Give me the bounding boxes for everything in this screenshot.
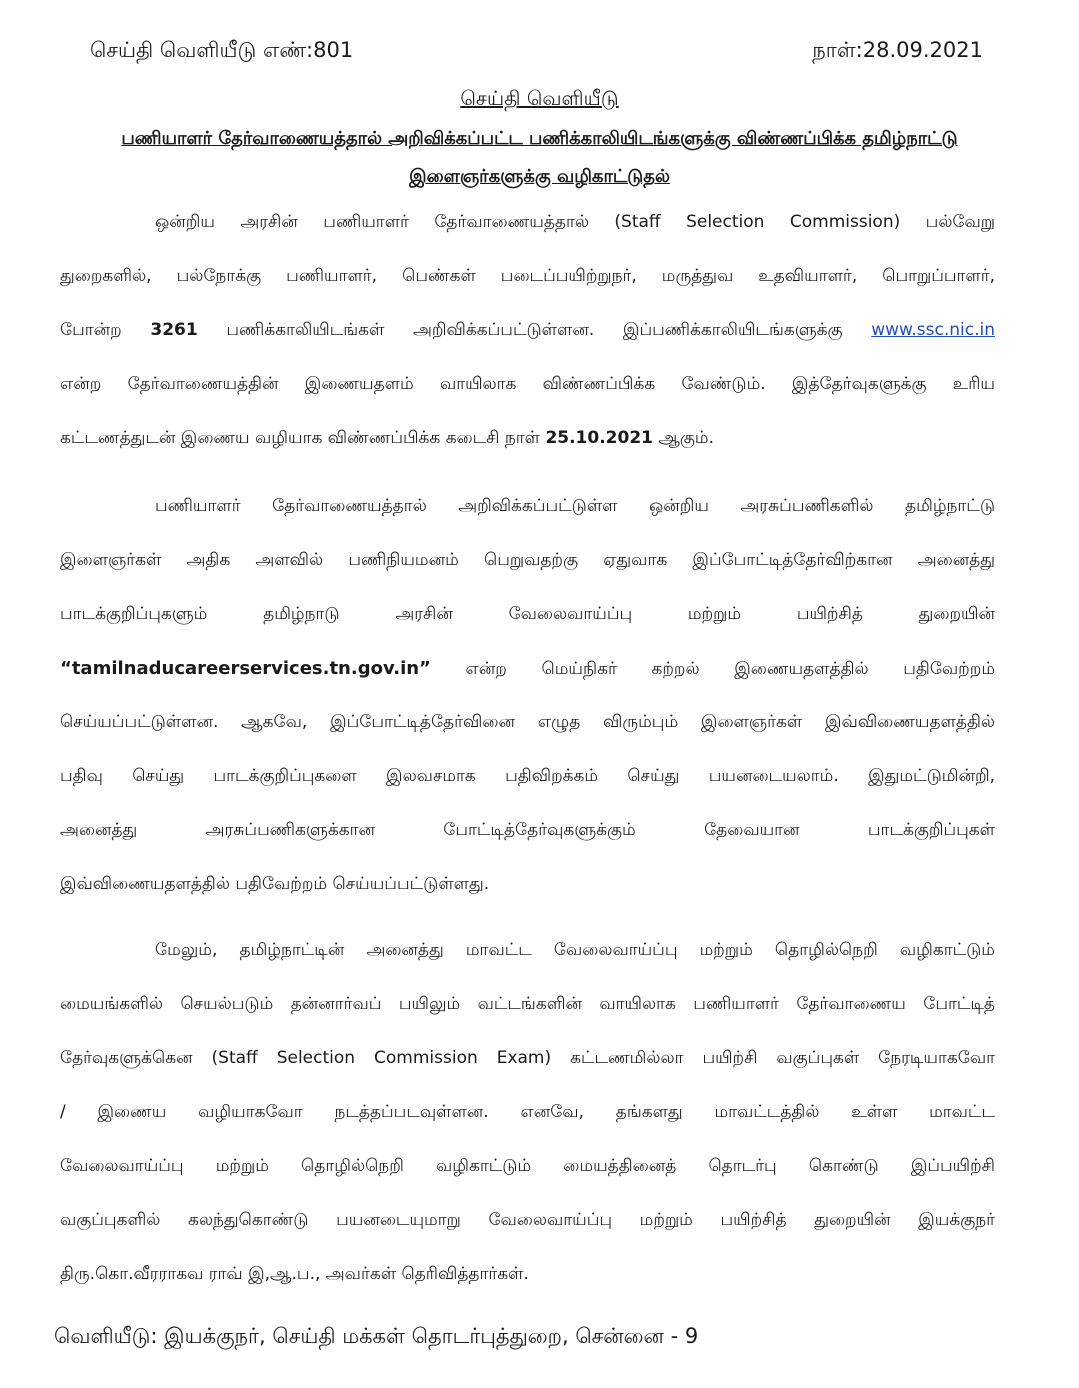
career-services-site: “tamilnaducareerservices.tn.gov.in” (60, 658, 431, 679)
para1-line-1: ஒன்றிய அரசின் பணியாளர் தேர்வாணையத்தால் (Staff Selection Commission) பல்வேறு (155, 212, 995, 232)
para1-line-3 (60, 320, 995, 342)
para1-line-4: என்ற தேர்வாணையத்தின் இணையதளம் வாயிலாக விண்ணப்பிக்க வேண்டும். இத்தேர்வுகளுக்கு உரிய (60, 374, 995, 394)
para1-line-3-pre: போன்ற (60, 320, 151, 340)
release-number: செய்தி வெளியீடு எண்:801 (90, 38, 354, 62)
para2-line-3: பாடக்குறிப்புகளும் தமிழ்நாடு அரசின் வேலைவாய்ப்பு மற்றும் பயிற்சித் துறையின் (60, 604, 995, 624)
page-title: செய்தி வெளியீடு (460, 86, 619, 110)
para1-line-3-mid: பணிக்காலியிடங்கள் அறிவிக்கப்பட்டுள்ளன. இப்பணிக்காலியிடங்களுக்கு (197, 320, 872, 340)
ssc-website-link[interactable]: www.ssc.nic.in (871, 320, 995, 340)
vacancy-count: 3261 (150, 320, 198, 340)
para2-line-5: செய்யப்பட்டுள்ளன. ஆகவே, இப்போட்டித்தேர்வினை எழுத விரும்பும் இளைஞர்கள் இவ்விணையதளத்தில் (60, 712, 995, 732)
para2-line-2: இளைஞர்கள் அதிக அளவில் பணிநியமனம் பெறுவதற்கு ஏதுவாக இப்போட்டித்தேர்விற்கான அனைத்து (60, 550, 995, 570)
para1-line-5 (60, 428, 995, 450)
para1-line-5-post: ஆகும். (652, 428, 714, 448)
para2-line-6: பதிவு செய்து பாடக்குறிப்புகளை இலவசமாக பதிவிறக்கம் செய்து பயனடையலாம். இதுமட்டுமின்றி, (60, 766, 995, 786)
para3-line-5: வேலைவாய்ப்பு மற்றும் தொழில்நெறி வழிகாட்டும் மையத்தினைத் தொடர்பு கொண்டு இப்பயிற்சி (60, 1156, 995, 1176)
para2-line-4-post: என்ற மெய்நிகர் கற்றல் இணையதளத்தில் பதிவேற்றம் (430, 659, 995, 679)
para3-line-7: திரு.கொ.வீரராகவ ராவ் இ,ஆ.ப., அவர்கள் தெரிவித்தார்கள். (60, 1264, 529, 1284)
para1-line-2: துறைகளில், பல்நோக்கு பணியாளர், பெண்கள் படைப்பயிற்றுநர், மருத்துவ உதவியாளர், பொறுப்பாளர், (60, 266, 995, 286)
para2-line-4 (60, 658, 995, 681)
para3-line-2: மையங்களில் செயல்படும் தன்னார்வப் பயிலும் வட்டங்களின் வாயிலாக பணியாளர் தேர்வாணைய போட்டித் (60, 994, 995, 1014)
release-date: நாள்:28.09.2021 (812, 38, 983, 62)
headline-line-2: இளைஞர்களுக்கு வழிகாட்டுதல் (409, 166, 670, 187)
para3-line-4: / இணைய வழியாகவோ நடத்தப்படவுள்ளன. எனவே, தங்களது மாவட்டத்தில் உள்ள மாவட்ட (60, 1102, 995, 1122)
headline-line-1: பணியாளர் தேர்வாணையத்தால் அறிவிக்கப்பட்ட பணிக்காலியிடங்களுக்கு விண்ணப்பிக்க தமிழ்நாட்டு (121, 128, 958, 149)
footer-issuer: வெளியீடு: இயக்குநர், செய்தி மக்கள் தொடர்புத்துறை, சென்னை - 9 (54, 1324, 699, 1348)
para2-line-7: அனைத்து அரசுப்பணிகளுக்கான போட்டித்தேர்வுகளுக்கும் தேவையான பாடக்குறிப்புகள் (60, 820, 995, 840)
para2-line-8: இவ்விணையதளத்தில் பதிவேற்றம் செய்யப்பட்டுள்ளது. (60, 874, 490, 894)
last-date: 25.10.2021 (545, 428, 653, 448)
para3-line-1: மேலும், தமிழ்நாட்டின் அனைத்து மாவட்ட வேலைவாய்ப்பு மற்றும் தொழில்நெறி வழிகாட்டும் (155, 940, 995, 960)
para3-line-6: வகுப்புகளில் கலந்துகொண்டு பயனடையுமாறு வேலைவாய்ப்பு மற்றும் பயிற்சித் துறையின் இயக்குநர் (60, 1210, 995, 1230)
para1-line-5-pre: கட்டணத்துடன் இணைய வழியாக விண்ணப்பிக்க கடைசி நாள் (60, 428, 546, 448)
para2-line-1: பணியாளர் தேர்வாணையத்தால் அறிவிக்கப்பட்டுள்ள ஒன்றிய அரசுப்பணிகளில் தமிழ்நாட்டு (155, 496, 995, 516)
para3-line-3: தேர்வுகளுக்கென (Staff Selection Commission Exam) கட்டணமில்லா பயிற்சி வகுப்புகள் நேரடியாகவோ (60, 1048, 995, 1068)
